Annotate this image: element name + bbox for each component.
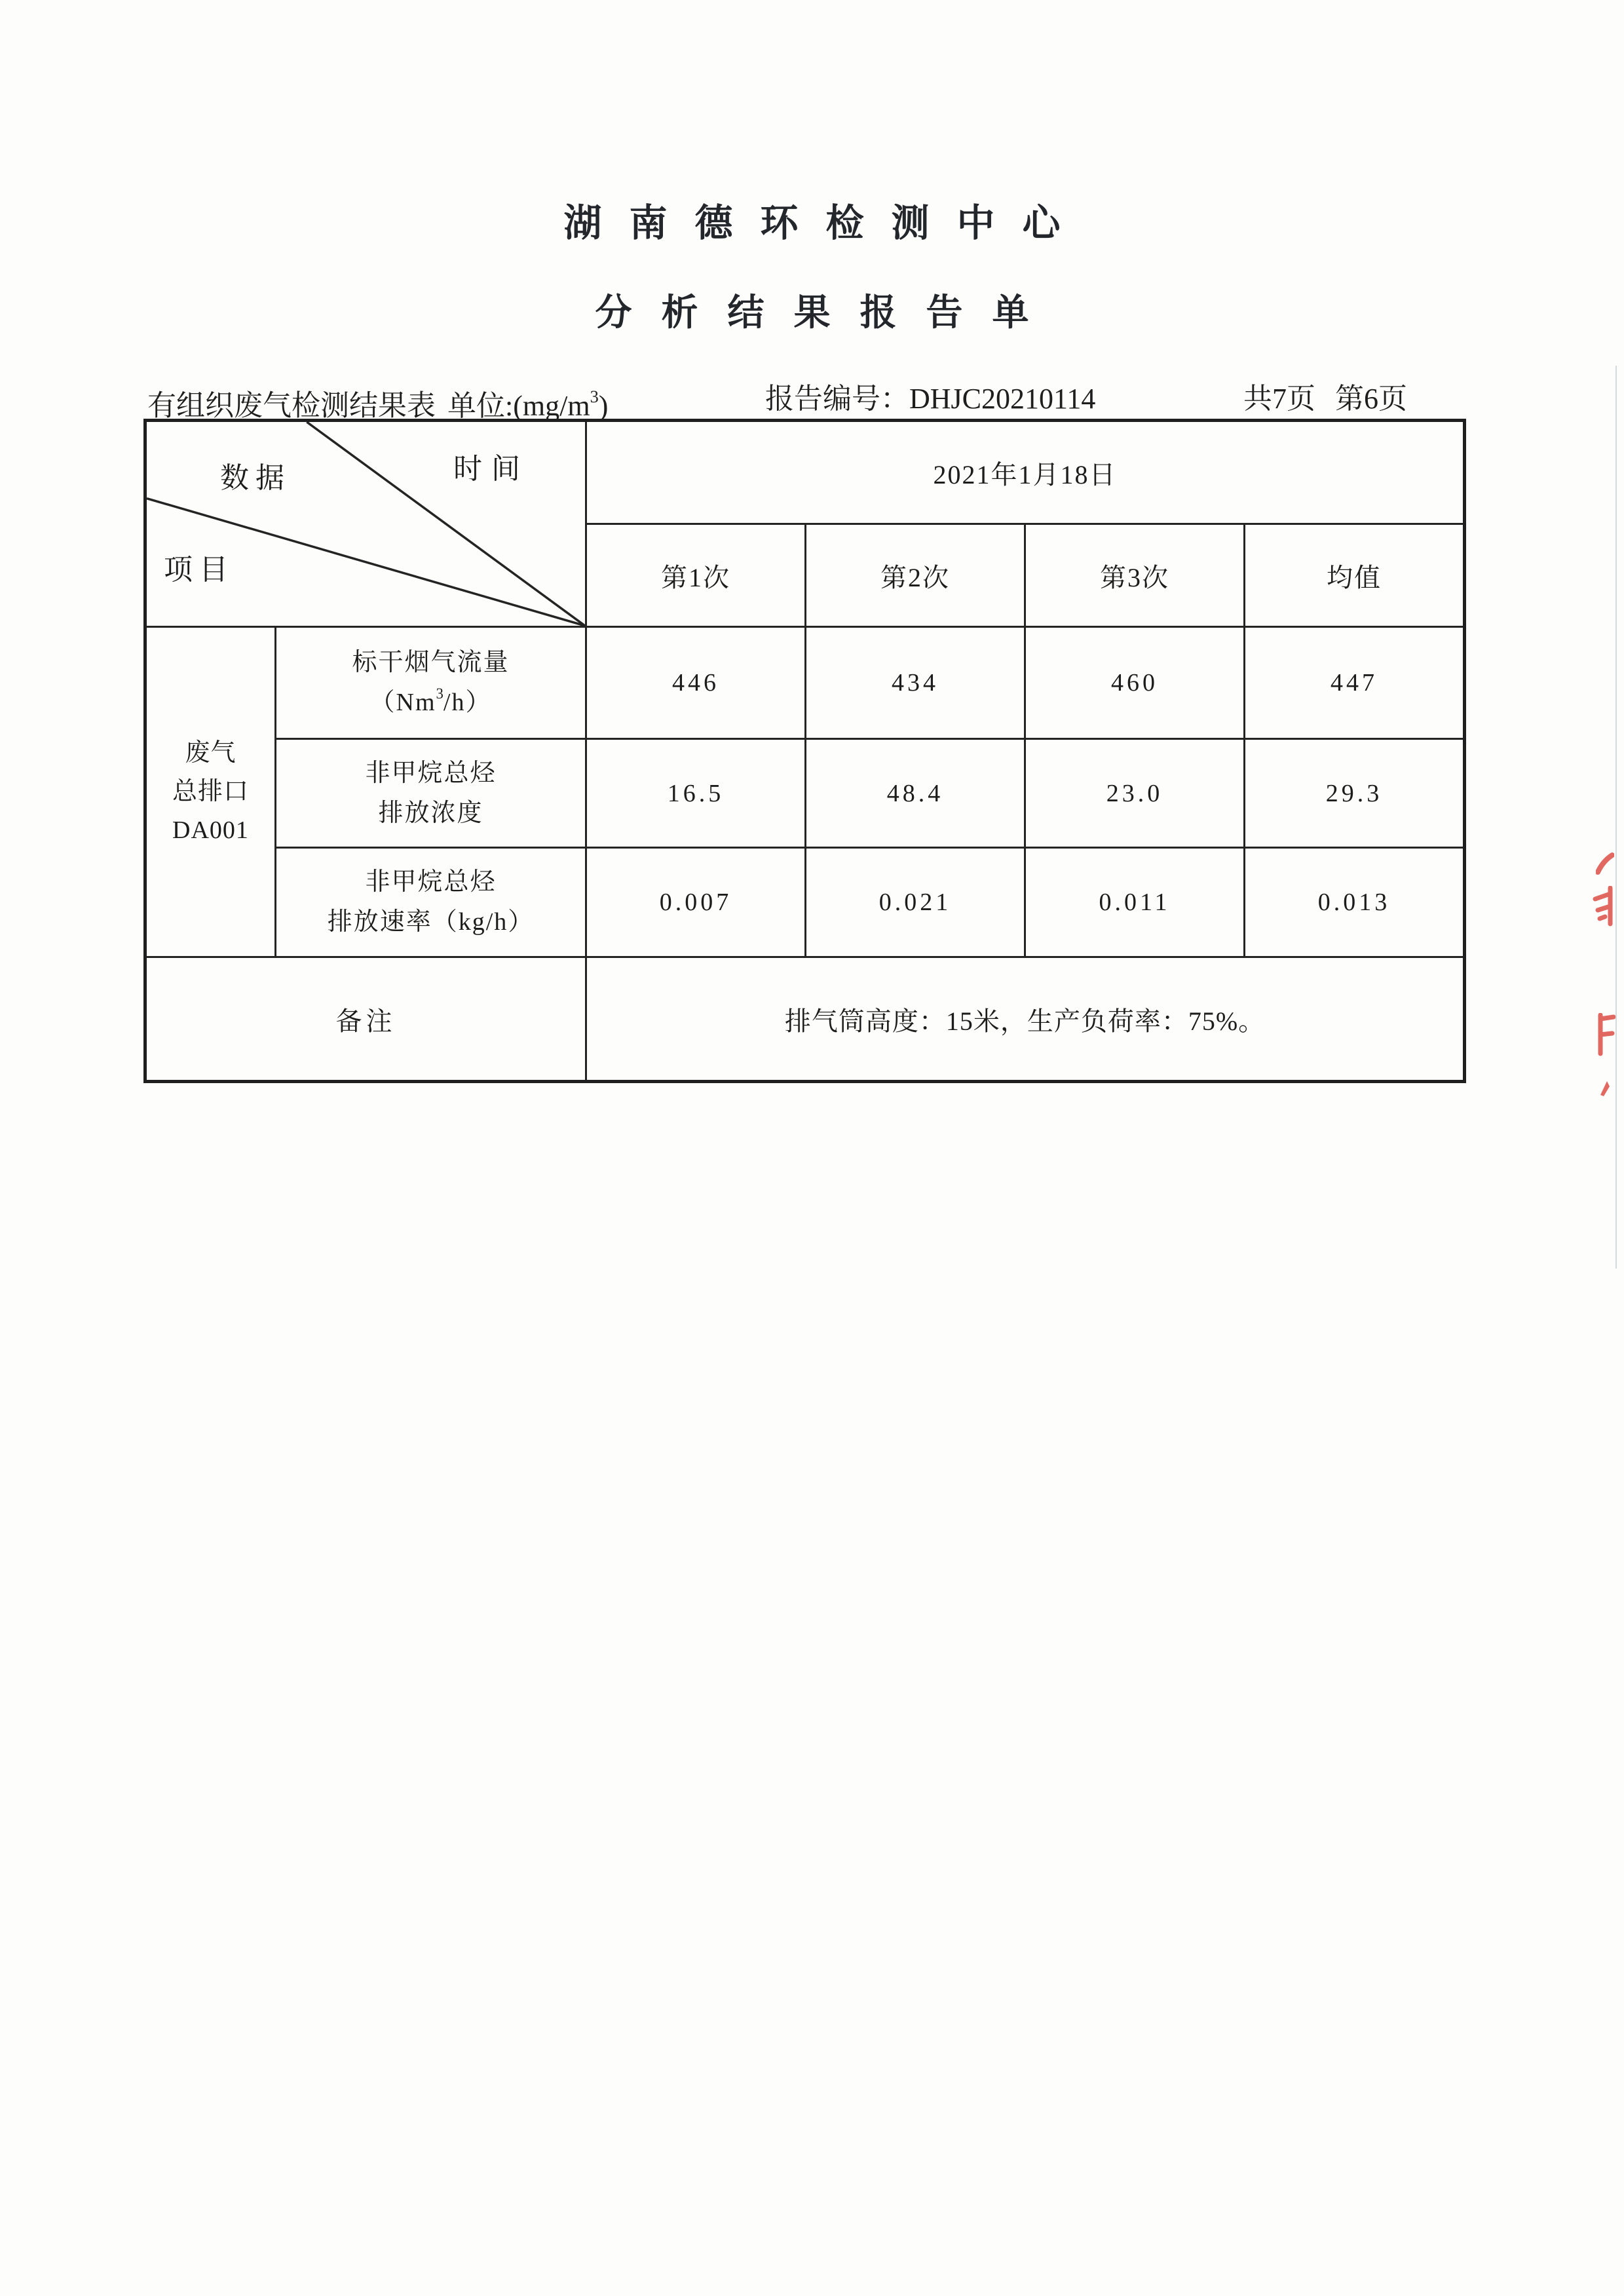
remark-label-cell: 备注 — [145, 957, 586, 1082]
scan-edge-line — [1615, 366, 1617, 1269]
red-stamp-fragment — [1596, 1013, 1615, 1056]
param-label-concentration: 非甲烷总烃 排放浓度 — [276, 739, 586, 848]
red-stamp-fragment — [1592, 886, 1614, 927]
outlet-group-cell: 废气 总排口 DA001 — [145, 627, 276, 957]
total-pages: 共7页 — [1243, 383, 1315, 415]
corner-time-label: 时间 — [453, 453, 529, 485]
unit-label: 单位$:(mg/m^3)$ — [447, 387, 609, 422]
page-subtitle: 分析结果报告单 — [595, 293, 1059, 334]
value-cell: 447 — [1245, 627, 1465, 739]
current-page: 第6页 — [1335, 383, 1407, 415]
param-label-rate: 非甲烷总烃 排放速率（kg/h） — [276, 848, 586, 957]
value-cell: 0.007 — [586, 848, 806, 957]
results-table — [143, 419, 1466, 1083]
corner-data-label: 数据 — [220, 462, 291, 494]
param-superscript: 3 — [436, 685, 444, 702]
red-stamp-fragment — [1596, 852, 1614, 875]
page-title: 湖南德环检测中心 — [563, 202, 1088, 244]
report-number — [765, 380, 1095, 418]
header-measure-1: 第1次 — [586, 524, 806, 627]
header-measure-3: 第3次 — [1025, 524, 1245, 627]
header-average: 均值 — [1245, 524, 1465, 627]
value-cell: 0.011 — [1025, 848, 1245, 957]
table-row — [145, 627, 1465, 739]
param-label-flow: 标干烟气流量 （Nm$^3$/h） — [276, 627, 586, 739]
value-cell: 434 — [806, 627, 1025, 739]
value-cell: 0.021 — [806, 848, 1025, 957]
sampling-date-cell: 2021年1月18日 — [586, 421, 1465, 524]
value-cell: 16.5 — [586, 739, 806, 848]
corner-item-label: 项目 — [164, 554, 235, 586]
info-bar — [0, 380, 1624, 422]
unit-superscript: 3 — [590, 387, 599, 406]
diagonal-header-cell — [145, 421, 586, 627]
value-cell: 29.3 — [1245, 739, 1465, 848]
report-number-value: DHJC20210114 — [909, 383, 1096, 415]
value-cell: 460 — [1025, 627, 1245, 739]
table-row — [145, 739, 1465, 848]
value-cell: 23.0 — [1025, 739, 1245, 848]
value-cell: 0.013 — [1245, 848, 1465, 957]
report-number-label: 报告编号： — [765, 383, 909, 415]
value-cell: 446 — [586, 627, 806, 739]
remark-text-cell: 排气筒高度：15米，生产负荷率：75%。 — [586, 957, 1465, 1082]
red-stamp-fragment — [1599, 1080, 1611, 1097]
value-cell: 48.4 — [806, 739, 1025, 848]
header-measure-2: 第2次 — [806, 524, 1025, 627]
table-row — [145, 848, 1465, 957]
page-indicator — [1243, 380, 1407, 418]
remark-row — [145, 957, 1465, 1082]
table-name: 有组织废气检测结果表 — [147, 389, 436, 422]
